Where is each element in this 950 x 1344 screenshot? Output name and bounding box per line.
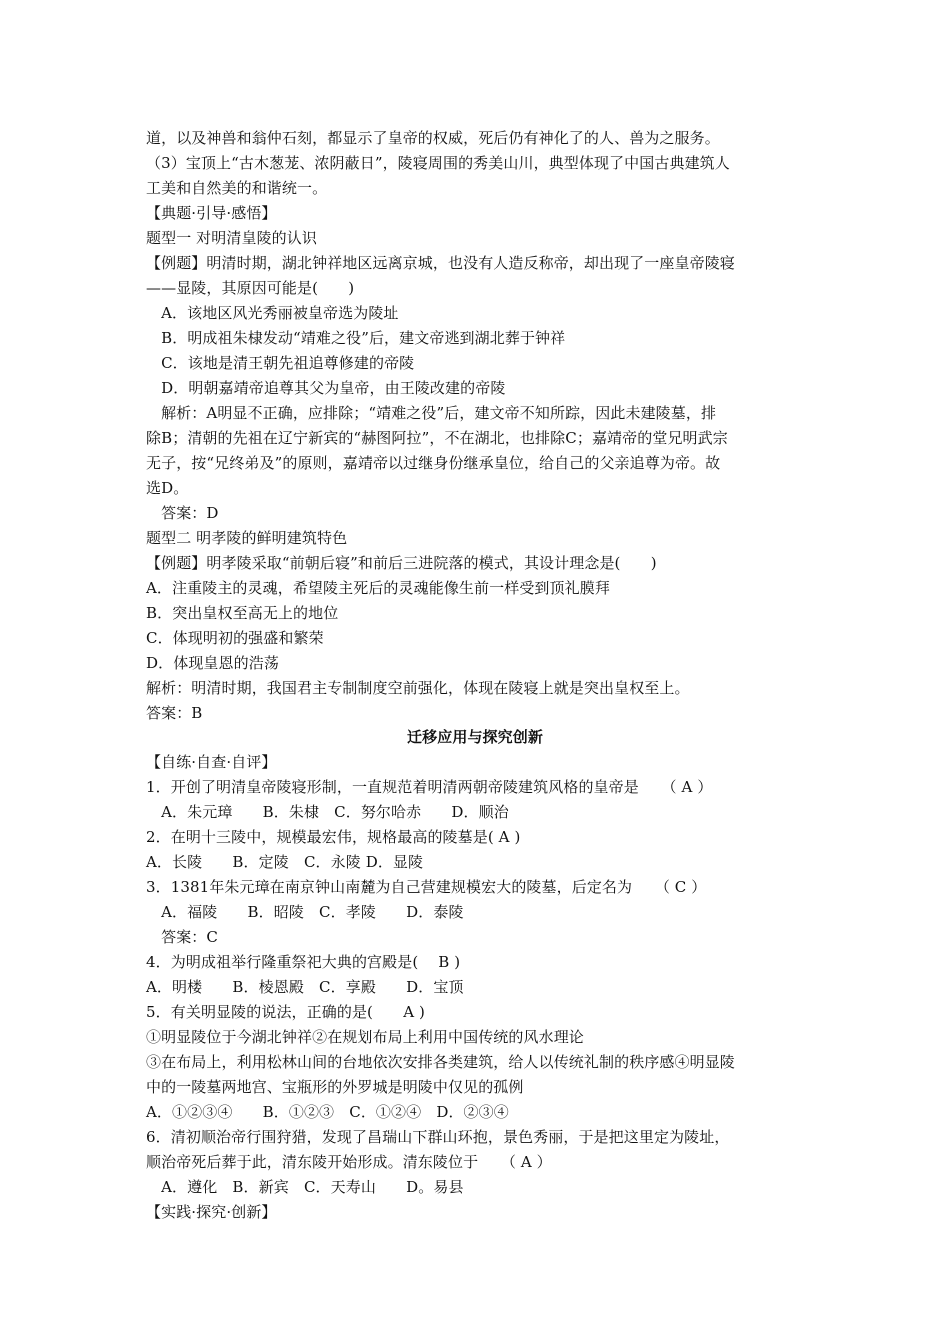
answer-text: 答案：B [146,704,203,722]
question-5-options: A．①②③④ B．①②③ C．①②④ D．②③④ [146,1103,509,1121]
example-question: 【例题】明清时期，湖北钟祥地区远离京城，也没有人造反称帝，却出现了一座皇帝陵寝 [146,254,735,272]
question-3-options: A．福陵 B．昭陵 C．孝陵 D．泰陵 [146,903,464,921]
question-4-options: A．明楼 B．棱恩殿 C．享殿 D．宝顶 [146,978,464,996]
text-line: 道，以及神兽和翁仲石刻，都显示了皇帝的权威，死后仍有神化了的人、兽为之服务。 [146,129,720,147]
analysis-text: 无子，按“兄终弟及”的原则，嘉靖帝以过继身份继承皇位，给自己的父亲追尊为帝。故 [146,454,721,472]
question-5-statement: ③在布局上，利用松林山间的台地依次安排各类建筑，给人以传统礼制的秩序感④明显陵 [146,1053,735,1071]
answer-text: 答案：C [146,928,218,946]
analysis-text: 解析：明清时期，我国君主专制制度空前强化，体现在陵寝上就是突出皇权至上。 [146,679,690,697]
analysis-text: 解析：A明显不正确，应排除；“靖难之役”后，建文帝不知所踪，因此未建陵墓，排 [146,404,717,422]
option-b: B．明成祖朱棣发动“靖难之役”后，建文帝逃到湖北葬于钟祥 [146,329,566,347]
question-type-heading: 题型一 对明清皇陵的认识 [146,229,317,247]
option-d: D．明朝嘉靖帝追尊其父为皇帝，由王陵改建的帝陵 [146,379,506,397]
text-line: ——显陵，其原因可能是( ) [146,279,355,297]
question-1-options: A．朱元璋 B．朱棣 C．努尔哈赤 D．顺治 [146,803,509,821]
question-6: 顺治帝死后葬于此，清东陵开始形成。清东陵位于 （ A ） [146,1153,552,1171]
question-1: 1．开创了明清皇帝陵寝形制，一直规范着明清两朝帝陵建筑风格的皇帝是 （ A ） [146,778,713,796]
question-5-statement: 中的一陵墓两地宫、宝瓶形的外罗城是明陵中仅见的孤例 [146,1078,524,1096]
question-5: 5．有关明显陵的说法，正确的是( A ) [146,1003,425,1021]
question-6: 6．清初顺治帝行围狩猎，发现了昌瑞山下群山环抱，景色秀丽，于是把这里定为陵址， [146,1128,730,1146]
option-c: C．该地是清王朝先祖追尊修建的帝陵 [146,354,415,372]
question-type-heading: 题型二 明孝陵的鲜明建筑特色 [146,529,348,547]
section-heading: 【典题·引导·感悟】 [146,204,277,222]
section-heading: 【实践·探究·创新】 [146,1203,277,1221]
option-a: A．注重陵主的灵魂，希望陵主死后的灵魂能像生前一样受到顶礼膜拜 [146,579,610,597]
section-title: 迁移应用与探究创新 [407,728,543,746]
question-2-options: A．长陵 B．定陵 C．永陵 D．显陵 [146,853,424,871]
question-3: 3．1381年朱元璋在南京钟山南麓为自己营建规模宏大的陵墓，后定名为 （ C ） [146,878,707,896]
question-2: 2．在明十三陵中，规模最宏伟，规格最高的陵墓是( A ) [146,828,521,846]
option-c: C．体现明初的强盛和繁荣 [146,629,324,647]
example-question: 【例题】明孝陵采取“前朝后寝”和前后三进院落的模式，其设计理念是( ) [146,554,657,572]
analysis-text: 除B；清朝的先祖在辽宁新宾的“赫图阿拉”，不在湖北，也排除C；嘉靖帝的堂兄明武宗 [146,429,728,447]
question-6-options: A．遵化 B．新宾 C．天寿山 D。易县 [146,1178,464,1196]
option-b: B．突出皇权至高无上的地位 [146,604,339,622]
option-d: D．体现皇恩的浩荡 [146,654,279,672]
text-line: （3）宝顶上“古木葱茏、浓阴蔽日”，陵寝周围的秀美山川，典型体现了中国古典建筑人 [146,154,730,172]
question-4: 4．为明成祖举行隆重祭祀大典的宫殿是( B ) [146,953,461,971]
section-heading: 【自练·自查·自评】 [146,753,277,771]
question-5-statement: ①明显陵位于今湖北钟祥②在规划布局上利用中国传统的风水理论 [146,1028,584,1046]
answer-text: 答案：D [146,504,219,522]
analysis-text: 选D。 [146,479,189,497]
option-a: A．该地区风光秀丽被皇帝选为陵址 [146,304,399,322]
text-line: 工美和自然美的和谐统一。 [146,179,328,197]
